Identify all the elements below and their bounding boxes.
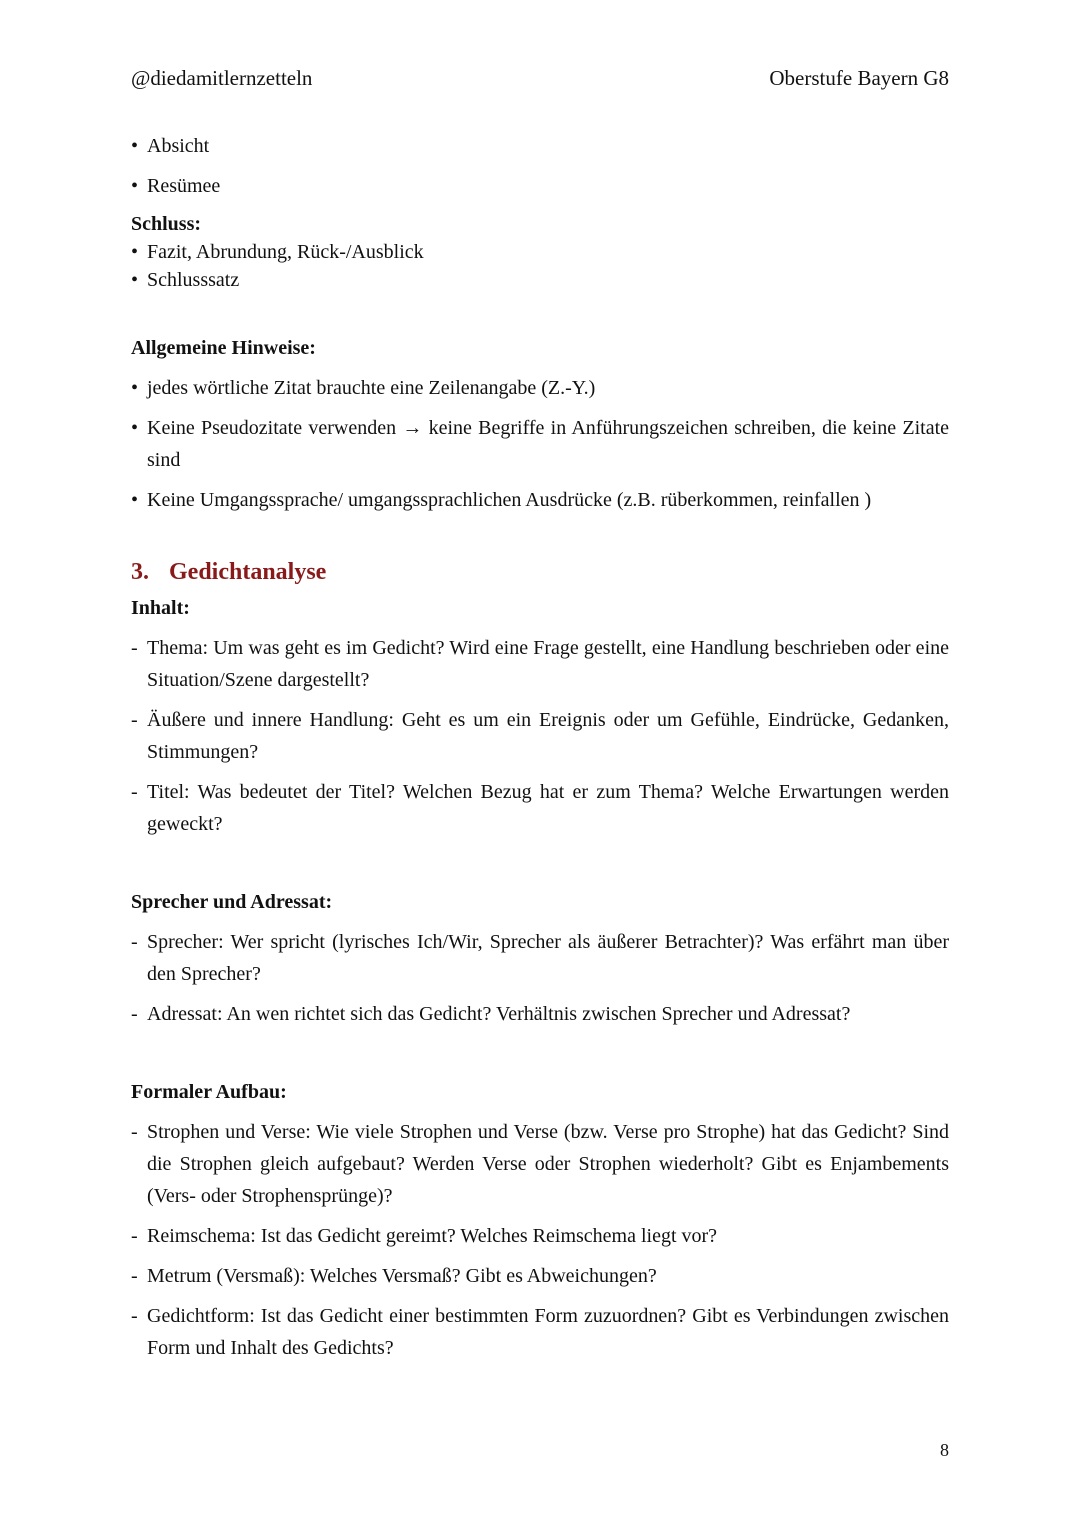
list-item: - Reimschema: Ist das Gedicht gereimt? Welches Reimschema liegt vor?	[131, 1220, 949, 1252]
dash-marker: -	[131, 637, 138, 659]
section-number: 3.	[131, 559, 149, 585]
list-item: - Metrum (Versmaß): Welches Versmaß? Gibt es Abweichungen?	[131, 1260, 949, 1292]
header-handle: @diedamitlernzetteln	[131, 66, 313, 90]
bullet-marker: •	[131, 377, 139, 399]
list-item: - Äußere und innere Handlung: Geht es um ein Ereignis oder um Gefühle, Eindrücke, Gedanken, Stimmungen?	[131, 704, 949, 768]
list-item: • Keine Umgangssprache/ umgangssprachlichen Ausdrücke (z.B. rüberkommen, reinfallen )	[131, 484, 949, 516]
list-item: - Strophen und Verse: Wie viele Strophen und Verse (bzw. Verse pro Strophe) hat das Gedicht? Sind die Strophen gleich aufgebaut? Werden Verse oder Strophen wiederholt? Gibt es Enjambements (Vers- oder Strophensprünge)?	[131, 1116, 949, 1212]
list-item: • Schlusssatz	[131, 266, 949, 294]
dash-marker: -	[131, 1265, 138, 1287]
bullet-marker: •	[131, 489, 139, 511]
dash-marker: -	[131, 931, 138, 953]
list-item: - Adressat: An wen richtet sich das Gedicht? Verhältnis zwischen Sprecher und Adressat?	[131, 998, 949, 1030]
sprecher-heading: Sprecher und Adressat:	[131, 891, 333, 913]
list-item: • Keine Pseudozitate verwenden → keine Begriffe in Anführungszeichen schreiben, die keine Zitate sind	[131, 412, 949, 476]
dash-marker: -	[131, 781, 138, 803]
list-item: - Sprecher: Wer spricht (lyrisches Ich/Wir, Sprecher als äußerer Betrachter)? Was erfährt man über den Sprecher?	[131, 926, 949, 990]
dash-marker: -	[131, 1003, 138, 1025]
list-item: - Titel: Was bedeutet der Titel? Welchen Bezug hat er zum Thema? Welche Erwartungen werden geweckt?	[131, 776, 949, 840]
bullet-marker: •	[131, 175, 139, 197]
page-number: 8	[940, 1440, 949, 1460]
list-item: • Fazit, Abrundung, Rück-/Ausblick	[131, 238, 949, 266]
list-item: • Resümee	[131, 170, 949, 202]
list-item: • Absicht	[131, 130, 949, 162]
schluss-heading: Schluss:	[131, 213, 202, 235]
bullet-marker: •	[131, 241, 139, 263]
section-title-text: Gedichtanalyse	[169, 559, 327, 585]
section-title	[131, 556, 949, 588]
dash-marker: -	[131, 1225, 138, 1247]
hinweise-heading: Allgemeine Hinweise:	[131, 337, 316, 359]
bullet-marker: •	[131, 417, 139, 439]
header-course: Oberstufe Bayern G8	[769, 66, 949, 90]
dash-marker: -	[131, 1121, 138, 1143]
bullet-marker: •	[131, 269, 139, 291]
list-item: - Thema: Um was geht es im Gedicht? Wird eine Frage gestellt, eine Handlung beschrieben oder eine Situation/Szene dargestellt?	[131, 632, 949, 696]
aufbau-heading: Formaler Aufbau:	[131, 1081, 287, 1103]
inhalt-heading: Inhalt:	[131, 597, 190, 619]
list-item: - Gedichtform: Ist das Gedicht einer bestimmten Form zuzuordnen? Gibt es Verbindungen zwischen Form und Inhalt des Gedichts?	[131, 1300, 949, 1364]
list-item: • jedes wörtliche Zitat brauchte eine Zeilenangabe (Z.-Y.)	[131, 372, 949, 404]
dash-marker: -	[131, 1305, 138, 1327]
page-content	[131, 130, 949, 1364]
dash-marker: -	[131, 709, 138, 731]
bullet-marker: •	[131, 135, 139, 157]
